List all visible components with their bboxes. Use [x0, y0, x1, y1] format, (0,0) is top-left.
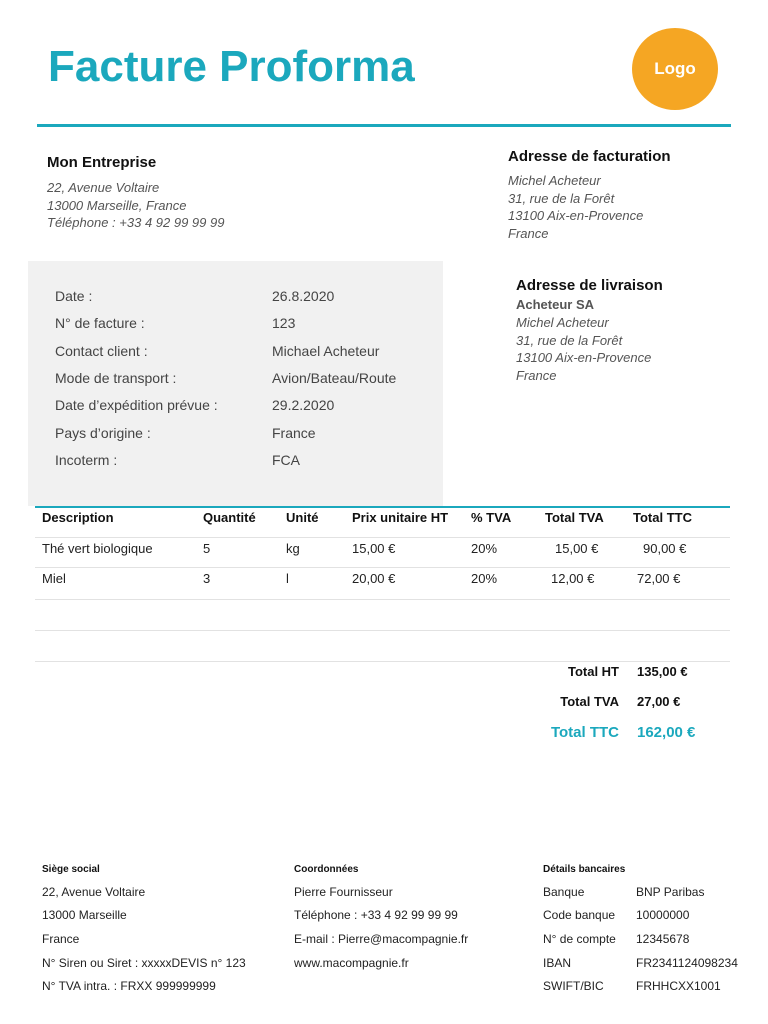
info-value-date: 26.8.2020	[272, 288, 335, 304]
cell-quantity: 3	[203, 571, 211, 586]
billing-line: France	[508, 225, 549, 241]
cell-vat-rate: 20%	[471, 571, 498, 586]
footer-coord-title: Coordonnées	[294, 864, 359, 875]
footer-website: www.macompagnie.fr	[294, 956, 409, 970]
footer-siege-line: 13000 Marseille	[42, 908, 127, 922]
bank-value: FRHHCXX1001	[636, 979, 721, 993]
cell-vat-total: 15,00 €	[555, 541, 599, 556]
page-title: Facture Proforma	[48, 42, 415, 91]
footer-email: E-mail : Pierre@macompagnie.fr	[294, 932, 469, 946]
company-name: Mon Entreprise	[47, 154, 157, 171]
cell-ttc-total: 72,00 €	[637, 571, 681, 586]
header-divider	[37, 124, 731, 127]
info-label-origin: Pays d’origine :	[55, 425, 151, 441]
cell-vat-rate: 20%	[471, 541, 498, 556]
billing-line: Michel Acheteur	[508, 173, 601, 188]
total-ttc-label: Total TTC	[550, 724, 619, 741]
billing-address	[508, 172, 643, 242]
bank-label: IBAN	[543, 956, 572, 970]
info-label-transport: Mode de transport :	[55, 370, 177, 386]
col-header-quantity: Quantité	[203, 510, 256, 525]
shipping-title: Adresse de livraison	[516, 277, 663, 294]
bank-label: N° de compte	[543, 932, 616, 946]
info-label-contact: Contact client :	[55, 343, 148, 359]
cell-unit: kg	[286, 541, 300, 556]
info-label-shipping-date: Date d’expédition prévue :	[55, 397, 218, 413]
logo: Logo	[632, 28, 718, 110]
footer-siege-title: Siège social	[42, 864, 100, 875]
shipping-line: Michel Acheteur	[516, 315, 609, 330]
bank-label: Banque	[543, 885, 585, 899]
invoice-info-box	[28, 261, 443, 506]
info-value-contact: Michael Acheteur	[272, 343, 380, 359]
col-header-unit: Unité	[286, 510, 319, 525]
footer-siege-line: France	[42, 932, 80, 946]
col-header-vat-rate: % TVA	[471, 510, 512, 525]
info-value-invoice-number: 123	[272, 315, 296, 331]
info-value-shipping-date: 29.2.2020	[272, 397, 335, 413]
company-line: 13000 Marseille, France	[47, 197, 187, 213]
info-value-transport: Avion/Bateau/Route	[272, 370, 397, 386]
row-divider	[35, 537, 730, 538]
footer-bank-title: Détails bancaires	[543, 864, 626, 875]
cell-vat-total: 12,00 €	[551, 571, 595, 586]
footer-siege-line: N° TVA intra. : FRXX 999999999	[42, 979, 216, 993]
row-divider	[35, 661, 730, 662]
bank-value: 10000000	[636, 908, 690, 922]
shipping-line: 31, rue de la Forêt	[516, 332, 623, 348]
footer-siege-line: N° Siren ou Siret : xxxxxDEVIS n° 123	[42, 956, 246, 970]
cell-description: Miel	[42, 571, 66, 586]
billing-title: Adresse de facturation	[508, 148, 671, 165]
company-line: Téléphone : +33 4 92 99 99 99	[47, 215, 225, 230]
bank-value: 12345678	[636, 932, 690, 946]
info-value-origin: France	[272, 425, 316, 441]
billing-line: 31, rue de la Forêt	[508, 190, 615, 206]
shipping-company: Acheteur SA	[516, 297, 595, 312]
total-ht-label: Total HT	[567, 664, 619, 679]
company-address	[47, 179, 224, 232]
cell-ttc-total: 90,00 €	[643, 541, 687, 556]
footer-coord-line: Téléphone : +33 4 92 99 99 99	[294, 908, 458, 922]
shipping-line: 13100 Aix-en-Provence	[516, 350, 652, 365]
info-label-incoterm: Incoterm :	[55, 452, 118, 468]
total-tva-label: Total TVA	[560, 694, 619, 709]
col-header-unit-price: Prix unitaire HT	[352, 510, 449, 525]
row-divider	[35, 599, 730, 600]
cell-unit-price: 15,00 €	[352, 541, 396, 556]
total-ttc-value: 162,00 €	[637, 724, 696, 741]
table-top-border	[35, 506, 730, 508]
info-label-date: Date :	[55, 288, 93, 304]
company-line: 22, Avenue Voltaire	[47, 180, 160, 195]
info-label-invoice-number: N° de facture :	[55, 315, 145, 331]
col-header-description: Description	[42, 510, 114, 525]
bank-label: Code banque	[543, 908, 616, 922]
total-tva-value: 27,00 €	[637, 694, 681, 709]
cell-description: Thé vert biologique	[42, 541, 153, 556]
info-value-incoterm: FCA	[272, 452, 300, 468]
row-divider	[35, 630, 730, 631]
billing-line: 13100 Aix-en-Provence	[508, 208, 644, 223]
cell-quantity: 5	[203, 541, 211, 556]
shipping-address	[516, 314, 651, 384]
bank-value: FR2341124098234	[636, 956, 738, 970]
cell-unit: l	[286, 571, 289, 586]
bank-value: BNP Paribas	[636, 885, 705, 899]
footer-coord-line: Pierre Fournisseur	[294, 885, 393, 899]
cell-unit-price: 20,00 €	[352, 571, 396, 586]
total-ht-value: 135,00 €	[637, 664, 688, 679]
footer-siege-line: 22, Avenue Voltaire	[42, 885, 146, 899]
row-divider	[35, 567, 730, 568]
shipping-line: France	[516, 367, 557, 383]
col-header-ttc-total: Total TTC	[633, 510, 692, 525]
bank-label: SWIFT/BIC	[543, 979, 604, 993]
col-header-vat-total: Total TVA	[545, 510, 604, 525]
